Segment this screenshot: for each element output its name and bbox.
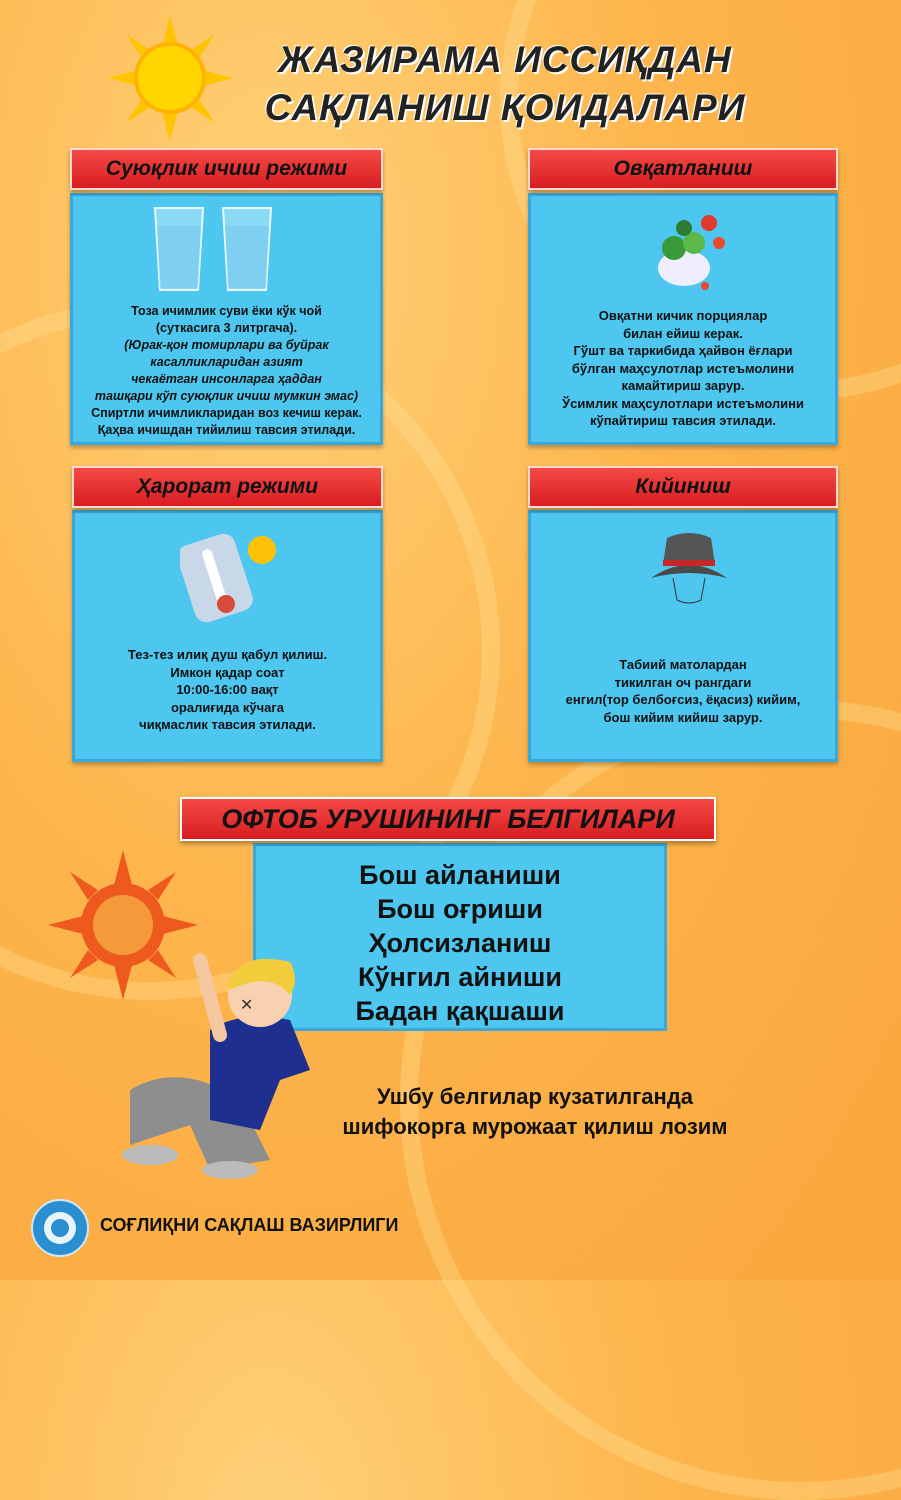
card-heading-fluids: Суюқлик ичиш режими (70, 148, 383, 190)
symptoms-heading: ОФТОБ УРУШИНИНГ БЕЛГИЛАРИ (180, 797, 716, 841)
bucket-hat-icon (649, 528, 729, 608)
card-heading-temperature: Ҳарорат режими (72, 466, 383, 508)
symptom-item: Кўнгил айниши (358, 962, 562, 992)
ministry-name: СОҒЛИҚНИ САҚЛАШ ВАЗИРЛИГИ (100, 1215, 399, 1235)
symptom-item: Бадан қақшаши (355, 996, 565, 1026)
card-text: Табиий матолардан тикилган оч рангдаги енгил(тор белбоғсиз, ёқасиз) кийим, бош кийим кийиш зарур. (565, 657, 801, 725)
sunstroke-person-illustration (90, 940, 350, 1180)
svg-text:✕: ✕ (240, 997, 254, 1014)
page-title: ЖАЗИРАМА ИССИҚДАН САҚЛАНИШ ҚОИДАЛАРИ (264, 39, 746, 128)
card-text: Овқатни кичик порциялар билан ейиш керак. Гўшт ва таркибида ҳайвон ёғлари бўлган маҳсулотлар истеъмолини камайтириш зарур. Ўсимлик маҳсулотлари истеъмолини кўпайтириш тавсия этилади. (562, 308, 804, 428)
symptom-item: Бош оғриши (377, 894, 543, 924)
card-clothing (528, 510, 838, 762)
sun-icon (108, 16, 233, 141)
card-food (528, 193, 838, 445)
ministry-logo (30, 1198, 90, 1258)
card-fluids (70, 193, 383, 445)
advice-text: Ушбу белгилар кузатилганда шифокорга мурожаат қилиш лозим (342, 1084, 728, 1139)
card-temperature (72, 510, 383, 762)
salad-bowl-icon (639, 198, 739, 298)
card-heading-clothing: Кийиниш (528, 466, 838, 508)
card-text: Тоза ичимлик суви ёки кўк чой (суткасига 3 литргача). (Юрак-қон томирлари ва буйрак касалликларидан азият чекаётган инсонларга ҳаддан ташқари кўп суюқлик ичиш мумкин эмас) Спиртли ичимликларидан воз кечиш керак. Қаҳва ичишдан тийилиш тавсия этилади. (91, 304, 362, 437)
symptom-item: Бош айланиши (359, 860, 561, 890)
water-glasses-icon (151, 204, 281, 294)
card-heading-food: Овқатланиш (528, 148, 838, 190)
symptom-item: Ҳолсизланиш (368, 928, 552, 958)
thermometer-sun-icon (180, 528, 290, 628)
card-text: Тез-тез илиқ душ қабул қилиш. Имкон қадар соат 10:00-16:00 вақт оралиғида кўчага чиқмаслик тавсия этилади. (127, 647, 328, 732)
